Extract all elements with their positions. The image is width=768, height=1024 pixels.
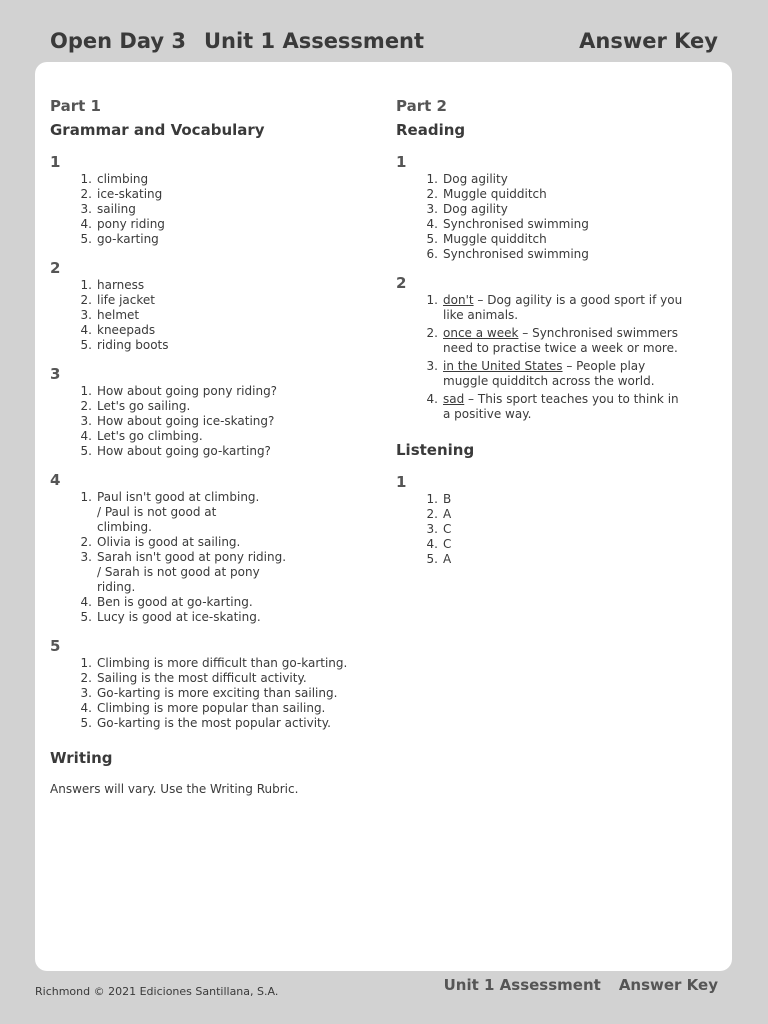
list-item: 5. A bbox=[426, 552, 452, 566]
footer-answer-key: Answer Key bbox=[618, 976, 718, 994]
list-item: 2. ice-skating bbox=[80, 187, 163, 201]
reading-question-1 bbox=[396, 152, 716, 262]
answer-sheet bbox=[35, 62, 732, 971]
list-item: 5. go-karting bbox=[80, 232, 159, 246]
list-item: 3. Go-karting is more exciting than sailing. bbox=[80, 686, 338, 700]
part-2-label: Part 2 bbox=[396, 97, 447, 115]
answer-list bbox=[50, 278, 370, 353]
writing-heading: Writing bbox=[50, 749, 113, 767]
list-item: 4. Climbing is more popular than sailing. bbox=[80, 701, 326, 715]
listening-question-1 bbox=[396, 472, 716, 567]
list-item: 3. Dog agility bbox=[426, 202, 508, 216]
answer-list bbox=[396, 293, 716, 422]
left-column bbox=[50, 96, 370, 797]
list-item: 2. life jacket bbox=[80, 293, 155, 307]
list-item: 1. Paul isn't good at climbing. / Paul is not good at climbing. bbox=[80, 490, 260, 534]
list-item: 1. don't – Dog agility is a good sport if you like animals. bbox=[426, 293, 683, 322]
footer-unit: Unit 1 Assessment bbox=[443, 976, 601, 994]
writing-instructions: Answers will vary. Use the Writing Rubric. bbox=[50, 782, 299, 796]
list-item: 4. Ben is good at go-karting. bbox=[80, 595, 253, 609]
answer-list bbox=[50, 384, 370, 459]
list-item: 4. Synchronised swimming bbox=[426, 217, 589, 231]
list-item: 4. kneepads bbox=[80, 323, 156, 337]
grammar-vocabulary-heading: Grammar and Vocabulary bbox=[50, 121, 265, 139]
list-item: 5. Go-karting is the most popular activity. bbox=[80, 716, 331, 730]
list-item: 3. C bbox=[426, 522, 452, 536]
copyright-notice: Richmond © 2021 Ediciones Santillana, S.A. bbox=[35, 985, 279, 998]
answer-list bbox=[50, 172, 370, 247]
list-item: 3. How about going ice-skating? bbox=[80, 414, 275, 428]
list-item: 2. Olivia is good at sailing. bbox=[80, 535, 241, 549]
assessment-title: Unit 1 Assessment bbox=[203, 29, 425, 53]
question-number: 3 bbox=[50, 365, 61, 383]
list-item: 1. Climbing is more difficult than go-karting. bbox=[80, 656, 348, 670]
part-1-label: Part 1 bbox=[50, 97, 101, 115]
list-item: 3. sailing bbox=[80, 202, 136, 216]
list-item: 2. Muggle quidditch bbox=[426, 187, 547, 201]
question-number: 1 bbox=[396, 153, 407, 171]
list-item: 5. riding boots bbox=[80, 338, 169, 352]
listening-heading: Listening bbox=[396, 441, 475, 459]
list-item: 4. C bbox=[426, 537, 452, 551]
correction-word: sad bbox=[443, 392, 465, 406]
list-item: 5. How about going go-karting? bbox=[80, 444, 271, 458]
list-item: 3. Sarah isn't good at pony riding. / Sarah is not good at pony riding. bbox=[80, 550, 287, 594]
list-item: 1. How about going pony riding? bbox=[80, 384, 278, 398]
question-number: 2 bbox=[396, 274, 407, 292]
list-item: 1. B bbox=[426, 492, 452, 506]
answer-key-title: Answer Key bbox=[579, 29, 718, 53]
question-number: 1 bbox=[50, 153, 61, 171]
right-column bbox=[396, 96, 716, 567]
list-item: 2. A bbox=[426, 507, 452, 521]
answer-list bbox=[396, 492, 716, 567]
list-item: 5. Muggle quidditch bbox=[426, 232, 547, 246]
list-item: 6. Synchronised swimming bbox=[426, 247, 589, 261]
correction-word: don't bbox=[443, 293, 474, 307]
question-number: 5 bbox=[50, 637, 61, 655]
correction-word: in the United States bbox=[443, 359, 563, 373]
list-item: 2. once a week – Synchronised swimmers need to practise twice a week or more. bbox=[426, 326, 678, 355]
list-item: 4. pony riding bbox=[80, 217, 165, 231]
list-item: 5. Lucy is good at ice-skating. bbox=[80, 610, 261, 624]
reading-heading: Reading bbox=[396, 121, 466, 139]
correction-word: once a week bbox=[443, 326, 519, 340]
list-item: 4. Let's go climbing. bbox=[80, 429, 203, 443]
reading-question-2 bbox=[396, 273, 716, 422]
question-number: 4 bbox=[50, 471, 61, 489]
list-item: 4. sad – This sport teaches you to think in a positive way. bbox=[426, 392, 679, 421]
answer-list bbox=[50, 490, 370, 625]
question-number: 2 bbox=[50, 259, 61, 277]
list-item: 3. in the United States – People play muggle quidditch across the world. bbox=[426, 359, 655, 388]
list-item: 1. climbing bbox=[80, 172, 149, 186]
question-number: 1 bbox=[396, 473, 407, 491]
list-item: 2. Sailing is the most difficult activity. bbox=[80, 671, 307, 685]
question-5 bbox=[50, 636, 370, 731]
list-item: 2. Let's go sailing. bbox=[80, 399, 191, 413]
question-3 bbox=[50, 364, 370, 459]
list-item: 1. harness bbox=[80, 278, 145, 292]
page-header-title bbox=[50, 29, 424, 53]
answer-list bbox=[396, 172, 716, 262]
question-2 bbox=[50, 258, 370, 353]
list-item: 3. helmet bbox=[80, 308, 140, 322]
book-title: Open Day 3 bbox=[50, 29, 186, 53]
question-4 bbox=[50, 470, 370, 625]
question-1 bbox=[50, 152, 370, 247]
answer-list bbox=[50, 656, 370, 731]
footer-title bbox=[444, 976, 718, 994]
list-item: 1. Dog agility bbox=[426, 172, 508, 186]
